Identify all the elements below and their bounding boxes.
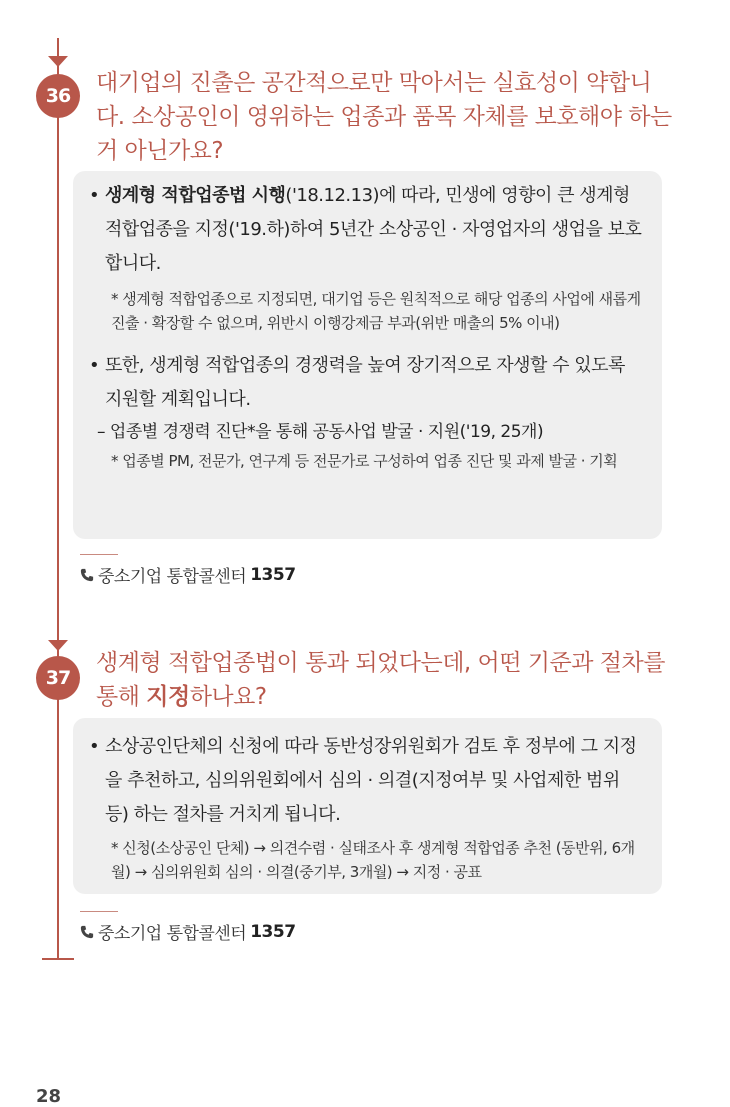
answer-bullet: • 또한, 생계형 적합업종의 경쟁력을 높여 장기적으로 자생할 수 있도록 지원할 계획입니다. [89,349,644,417]
timeline-end [42,958,74,960]
arrow-icon [48,56,68,67]
footnote: * 신청(소상공인 단체) → 의견수렴 · 실태조사 후 생계형 적합업종 추천 (동반위, 6개월) → 심의위원회 심의 · 의결(중기부, 3개월) → 지정 · 공표 [111,839,635,881]
contact-number: 1357 [250,921,296,942]
bold-term: 지정 [146,684,190,710]
question-number-badge: 37 [36,656,80,700]
answer-bullet: • 생계형 적합업종법 시행('18.12.13)에 따라, 민생에 영향이 큰 생계형 적합업종을 지정('19.하)하여 5년간 소상공인 · 자영업자의 생업을 보호합니다. [89,179,644,281]
answer-bullet: • 소상공인단체의 신청에 따라 동반성장위원회가 검토 후 정부에 그 지정을 추천하고, 심의위원회에서 심의 · 의결(지정여부 및 사업제한 범위 등) 하는 절차를 거치게 됩니다. [89,730,644,832]
contact-label: 중소기업 통합콜센터 [98,924,247,944]
divider [80,554,118,555]
contact-number: 1357 [250,564,296,585]
contact-line [80,919,296,944]
footnote: * 생계형 적합업종으로 지정되면, 대기업 등은 원칙적으로 해당 업종의 사업에 새롭게 진출 · 확장할 수 없으며, 위반시 이행강제금 부과(위반 매출의 5% 이내) [111,290,641,332]
page-number: 28 [36,1086,62,1107]
answer-box [73,171,662,539]
answer-box [73,718,662,894]
sub-item: – 업종별 경쟁력 진단*을 통해 공동사업 발굴 · 지원('19, 25개) [97,422,544,442]
bold-term: 생계형 적합업종법 시행 [105,185,286,206]
question-title: 생계형 적합업종법이 통과 되었다는데, 어떤 기준과 절차를 통해 지정하나요? [96,650,665,710]
timeline-line [57,38,59,960]
phone-icon [80,925,94,939]
contact-line [80,562,296,587]
divider [80,911,118,912]
phone-icon [80,568,94,582]
footnote: * 업종별 PM, 전문가, 연구계 등 전문가로 구성하여 업종 진단 및 과제 발굴 · 기획 [111,452,618,470]
question-number-badge: 36 [36,74,80,118]
question-title: 대기업의 진출은 공간적으로만 막아서는 실효성이 약합니다. 소상공인이 영위하는 업종과 품목 자체를 보호해야 하는 거 아닌가요? [96,70,672,164]
arrow-icon [48,640,68,651]
contact-label: 중소기업 통합콜센터 [98,567,247,587]
